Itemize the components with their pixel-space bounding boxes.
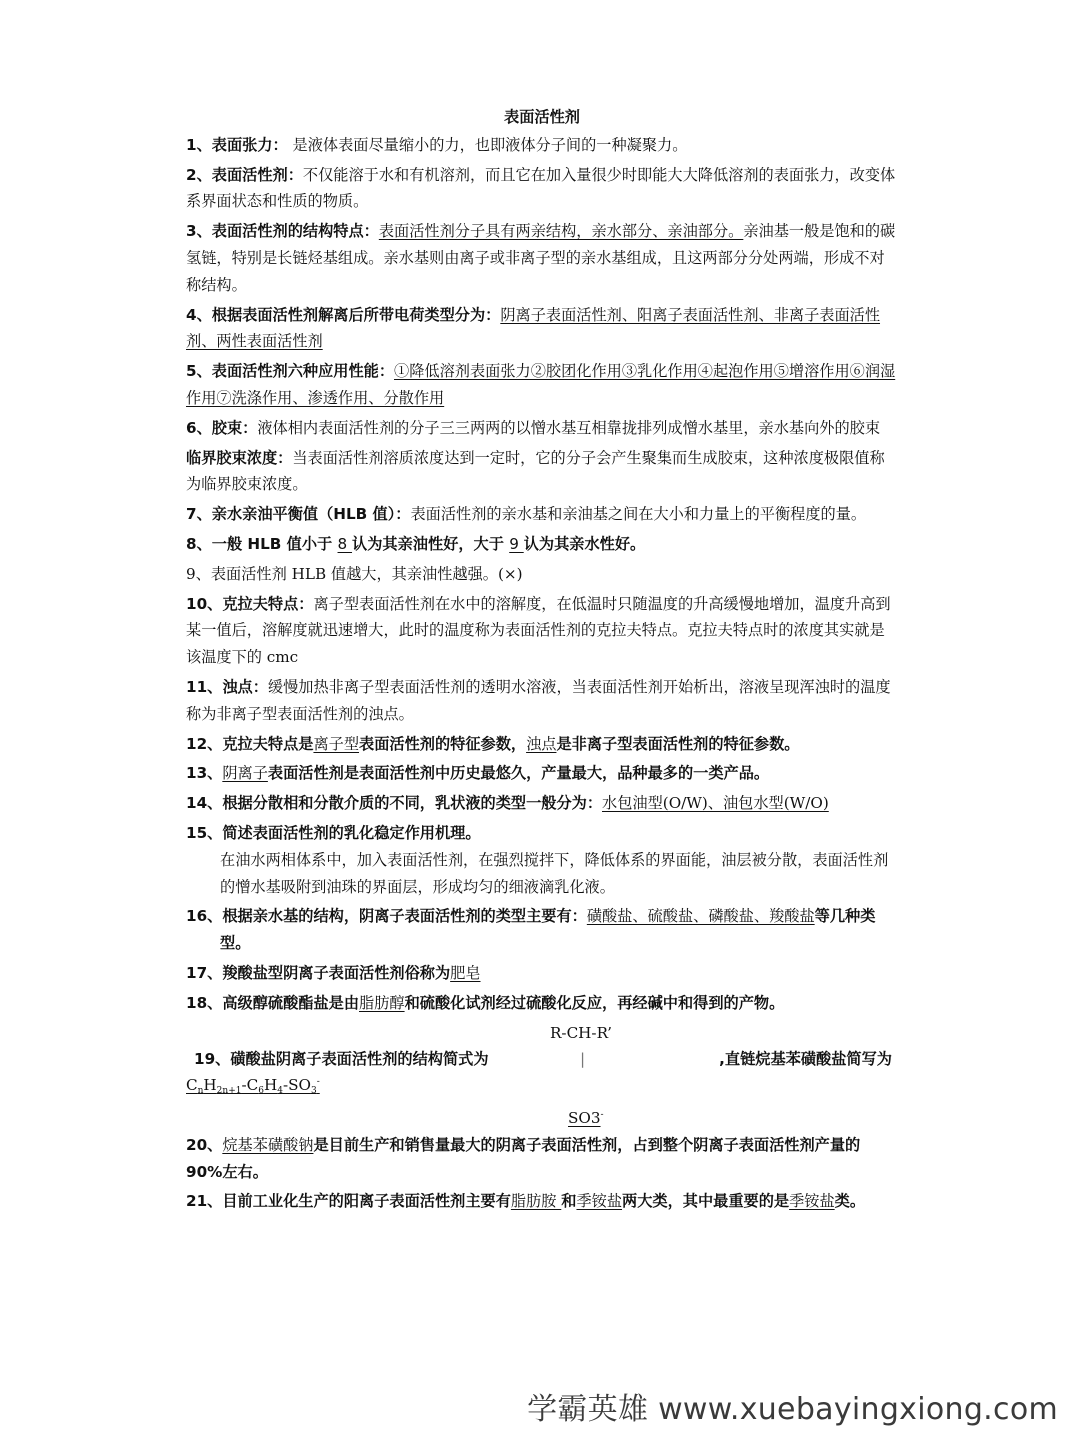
- item-13: 13、阴离子表面活性剂是表面活性剂中历史最悠久，产量最大，品种最多的一类产品。: [186, 764, 770, 783]
- document-body: [186, 104, 898, 1218]
- item-17: 17、羧酸盐型阴离子表面活性剂俗称为肥皂: [186, 963, 481, 982]
- item-15: 15、简述表面活性剂的乳化稳定作用机理。 在油水两相体系中，加入表面活性剂，在强烈搅拌下，降低体系的界面能，油层被分散，表面活性剂的憎水基吸附到油珠的界面层，形成均匀的细液滴乳化液。: [186, 820, 898, 900]
- item-3: 3、表面活性剂的结构特点：表面活性剂分子具有两亲结构，亲水部分、亲油部分。亲油基一般是饱和的碳氢链，特别是长链烃基组成。亲水基则由离子或非离子型的亲水基组成，且这两部分分处两端，形成不对称结构。: [186, 222, 896, 294]
- item-15-answer: 在油水两相体系中，加入表面活性剂，在强烈搅拌下，降低体系的界面能，油层被分散，表面活性剂的憎水基吸附到油珠的界面层，形成均匀的细液滴乳化液。: [220, 850, 889, 896]
- page-title: 表面活性剂: [504, 108, 580, 126]
- item-5: 5、表面活性剂六种应用性能：①降低溶剂表面张力②胶团化作用③乳化作用④起泡作用⑤增溶作用⑥润湿作用⑦洗涤作用、渗透作用、分散作用: [186, 362, 896, 407]
- item-20: 20、烷基苯磺酸钠是目前生产和销售量最大的阴离子表面活性剂，占到整个阴离子表面活性剂产量的 90%左右。: [186, 1135, 861, 1181]
- item-4: 4、根据表面活性剂解离后所带电荷类型分为：阴离子表面活性剂、阳离子表面活性剂、非离子表面活性剂、两性表面活性剂: [186, 305, 881, 351]
- item-14: 14、根据分散相和分散介质的不同，乳状液的类型一般分为：水包油型(O/W)、油包水型(W/O): [186, 794, 829, 813]
- item-21: 21、目前工业化生产的阳离子表面活性剂主要有脂肪胺 和季铵盐两大类，其中最重要的是季铵盐类。: [186, 1192, 866, 1211]
- item-18: 18、高级醇硫酸酯盐是由脂肪醇和硫酸化试剂经过硫酸化反应，再经碱中和得到的产物。: [186, 993, 785, 1012]
- item-9: 9、表面活性剂 HLB 值越大，其亲油性越强。(×): [186, 564, 523, 583]
- item-2: 2、表面活性剂：不仅能溶于水和有机溶剂，而且它在加入量很少时即能大大降低溶剂的表面张力，改变体系界面状态和性质的物质。: [186, 165, 896, 211]
- item-19: R-CH-R’ 19、磺酸盐阴离子表面活性剂的结构简式为 | ,直链烷基苯磺酸盐简写为 $C_nH_{2n+1}-C_6H_4-SO_3^-$ SO3-: [186, 1020, 898, 1132]
- watermark: 学霸英雄 www.xuebayingxiong.com: [527, 1392, 1058, 1427]
- item-10: 10、克拉夫特点：离子型表面活性剂在水中的溶解度，在低温时只随温度的升高缓慢地增加，温度升高到某一值后，溶解度就迅速增大，此时的温度称为表面活性剂的克拉夫特点。克拉夫特点时的浓度其实就是该温度下的 cmc: [186, 594, 891, 667]
- item-6-cmc: 临界胶束浓度：当表面活性剂溶质浓度达到一定时，它的分子会产生聚集而生成胶束，这种浓度极限值称为临界胶束浓度。: [186, 448, 885, 494]
- item-8: 8、一般 HLB 值小于 8 认为其亲油性好，大于 9 认为其亲水性好。: [186, 534, 646, 553]
- item-12: 12、克拉夫特点是离子型表面活性剂的特征参数，浊点是非离子型表面活性剂的特征参数。: [186, 734, 800, 753]
- item-11: 11、浊点：缓慢加热非离子型表面活性剂的透明水溶液，当表面活性剂开始析出，溶液呈现浑浊时的温度称为非离子型表面活性剂的浊点。: [186, 677, 891, 723]
- item-1: 1、表面张力： 是液体表面尽量缩小的力，也即液体分子间的一种凝聚力。: [186, 135, 688, 154]
- structure-bond: |: [580, 1050, 586, 1069]
- formula-las: $C_nH_{2n+1}-C_6H_4-SO_3^-$: [186, 1076, 320, 1097]
- structure-top: R-CH-R’: [550, 1023, 612, 1042]
- item-16: 16、根据亲水基的结构，阴离子表面活性剂的类型主要有：磺酸盐、硫酸盐、磷酸盐、羧酸盐等几种类型。: [186, 907, 876, 953]
- item-6: 6、胶束：液体相内表面活性剂的分子三三两两的以憎水基互相靠拢排列成憎水基里，亲水基向外的胶束: [186, 418, 881, 437]
- structure-bottom: SO3-: [568, 1109, 604, 1128]
- item-7: 7、亲水亲油平衡值（HLB 值）：表面活性剂的亲水基和亲油基之间在大小和力量上的平衡程度的量。: [186, 505, 867, 524]
